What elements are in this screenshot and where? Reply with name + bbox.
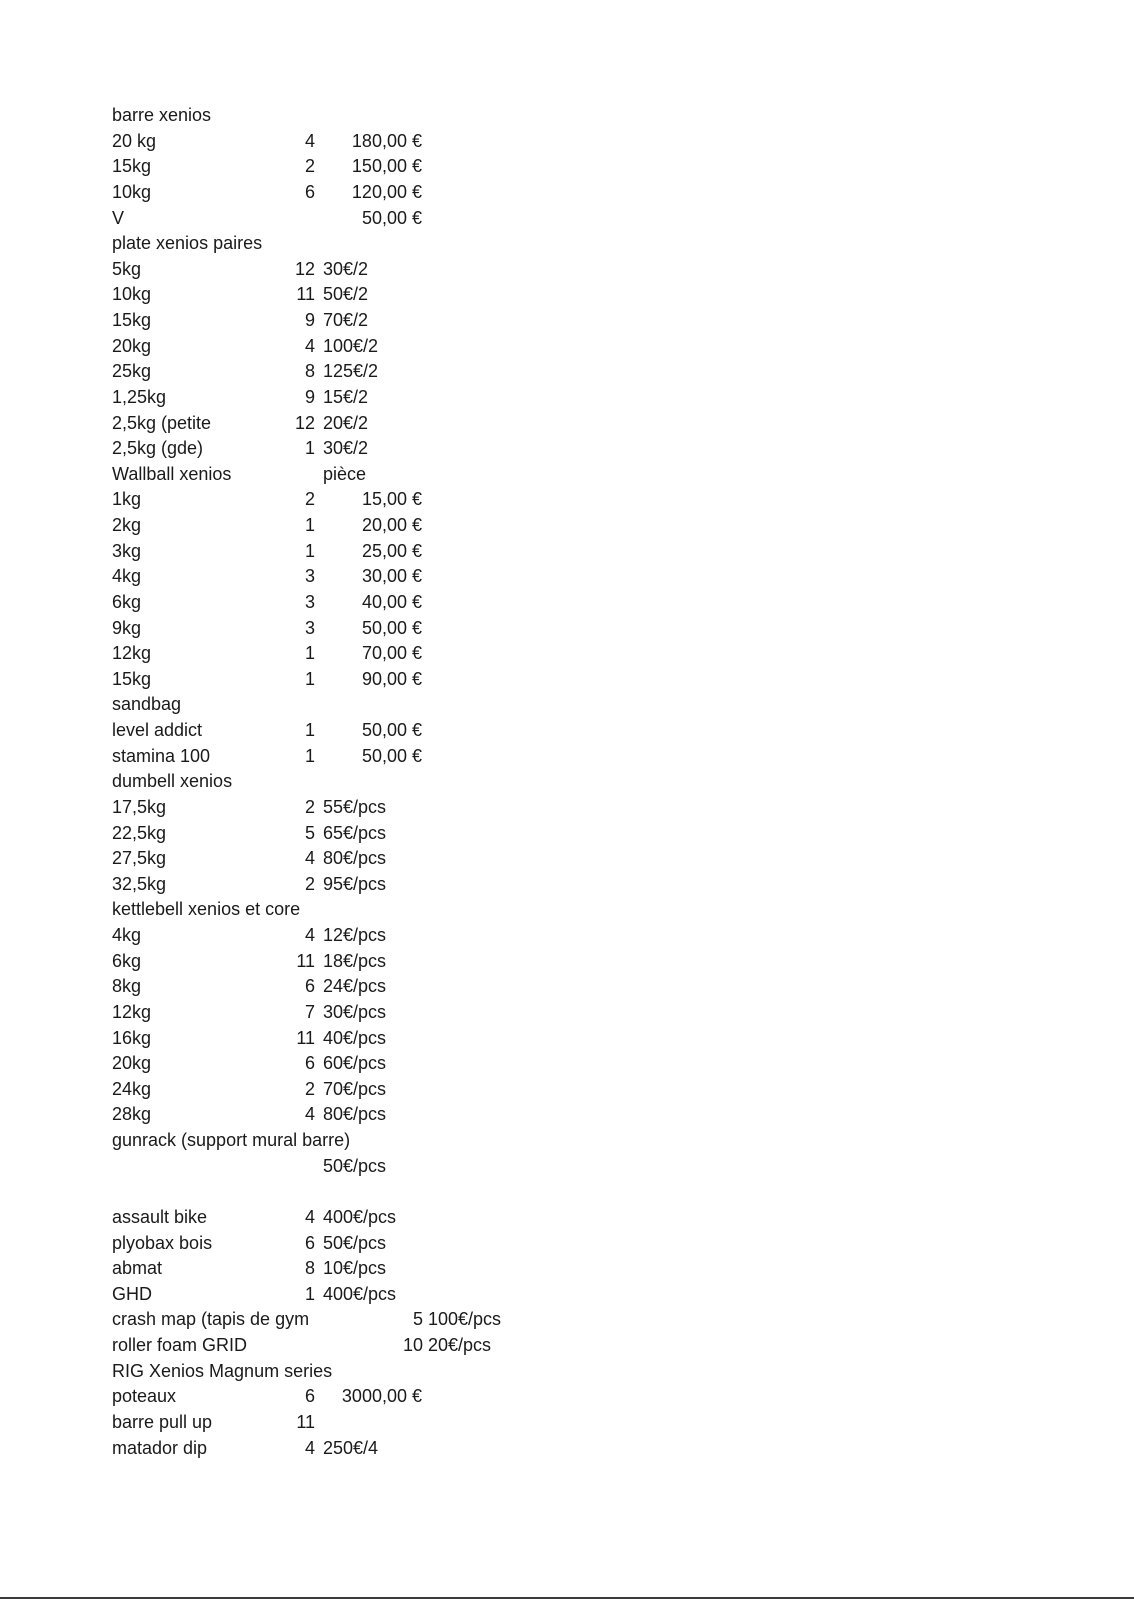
item-price: 50€/2 (323, 284, 369, 305)
item-qty: 12 (294, 412, 315, 433)
item-qty: 6 (304, 1232, 315, 1253)
section-header-row (0, 103, 1134, 129)
item-price: 40€/pcs (323, 1027, 387, 1048)
item-price: 18€/pcs (323, 950, 387, 971)
item-label: matador dip (112, 1437, 208, 1458)
item-label: poteaux (112, 1386, 177, 1407)
item-qty: 1 (304, 643, 315, 664)
item-qty: 11 (296, 1411, 315, 1432)
item-row (0, 129, 1134, 155)
item-row (0, 180, 1134, 206)
item-row (0, 487, 1134, 513)
item-price: 400€/pcs (323, 1206, 397, 1227)
item-row (0, 1231, 1134, 1257)
section-title: kettlebell xenios et core (112, 899, 301, 920)
item-label: 20kg (112, 1053, 152, 1074)
item-row (0, 616, 1134, 642)
item-price: 15€/2 (323, 386, 369, 407)
item-price: 70€/2 (323, 310, 369, 330)
item-row (0, 641, 1134, 667)
item-label: 24kg (112, 1078, 152, 1099)
item-label: 10kg (112, 284, 152, 305)
item-qty: 2 (304, 873, 315, 894)
item-qty: 6 (304, 1053, 315, 1074)
item-label: level addict (112, 720, 203, 740)
item-qty: 11 (296, 950, 315, 971)
item-qty: 1 (304, 540, 315, 561)
item-price: 50€/pcs (323, 1155, 387, 1176)
item-price: 25,00 € (361, 540, 422, 561)
item-row (0, 667, 1134, 693)
item-row (0, 744, 1134, 770)
item-qty: 2 (304, 489, 315, 510)
item-row (0, 513, 1134, 539)
section-header-row (0, 692, 1134, 718)
item-row (0, 1256, 1134, 1282)
item-row (0, 949, 1134, 975)
item-qty: 2 (304, 796, 315, 817)
item-row (0, 821, 1134, 847)
item-label: 20kg (112, 335, 152, 356)
item-row (0, 1051, 1134, 1077)
item-qty: 5 (304, 822, 315, 843)
item-row (0, 282, 1134, 308)
item-row (0, 1333, 1134, 1359)
item-qty: 10 (402, 1335, 423, 1355)
item-price: 120,00 € (351, 181, 422, 202)
item-label: 3kg (112, 540, 142, 561)
item-qty: 1 (304, 668, 315, 689)
item-label: 17,5kg (112, 796, 167, 817)
item-row (0, 1154, 1134, 1180)
item-label: 27,5kg (112, 848, 167, 869)
item-price: 50,00 € (361, 720, 422, 740)
item-price: 30,00 € (361, 566, 422, 587)
item-price: 65€/pcs (323, 822, 387, 843)
item-label: 15kg (112, 156, 152, 177)
item-price: 90,00 € (361, 668, 422, 689)
item-label: 9kg (112, 617, 142, 638)
item-row (0, 1410, 1134, 1436)
item-label: 10kg (112, 181, 152, 202)
item-row (0, 1000, 1134, 1026)
item-row (0, 154, 1134, 180)
item-qty: 1 (304, 515, 315, 535)
inventory-sheet (0, 103, 1134, 1461)
item-price: 100€/2 (323, 335, 379, 356)
item-qty: 4 (304, 130, 315, 151)
item-row (0, 872, 1134, 898)
section-header-row (0, 769, 1134, 795)
section-header-row (0, 1128, 1134, 1154)
item-row (0, 257, 1134, 283)
item-price: 20€/2 (323, 412, 369, 433)
item-row (0, 206, 1134, 232)
item-price: 50,00 € (361, 617, 422, 638)
item-qty: 1 (304, 438, 315, 459)
item-qty: 9 (304, 310, 315, 330)
item-price: 60€/pcs (323, 1053, 387, 1074)
item-price: 70,00 € (361, 643, 422, 664)
item-price: 95€/pcs (323, 873, 387, 894)
item-qty: 12 (294, 258, 315, 279)
item-price: 24€/pcs (323, 976, 387, 997)
item-qty: 8 (304, 1258, 315, 1279)
item-label: GHD (112, 1283, 152, 1304)
item-price: 250€/4 (323, 1437, 379, 1458)
item-qty: 11 (296, 284, 315, 305)
item-label: stamina 100 (112, 745, 211, 766)
item-row (0, 385, 1134, 411)
item-price: 20,00 € (361, 515, 422, 535)
item-qty: 6 (304, 976, 315, 997)
item-label: V (112, 207, 125, 228)
item-label: 8kg (112, 976, 142, 997)
item-price: 15,00 € (361, 489, 422, 510)
item-label: 15kg (112, 668, 152, 689)
section-title: dumbell xenios (112, 771, 233, 792)
item-label: 1kg (112, 489, 142, 510)
item-price: 30€/2 (323, 258, 369, 279)
item-qty: 1 (304, 1283, 315, 1304)
item-row (0, 846, 1134, 872)
item-price: 40,00 € (361, 591, 422, 612)
item-price: 180,00 € (351, 130, 422, 151)
item-row (0, 718, 1134, 744)
item-qty: 4 (304, 925, 315, 945)
item-label: 6kg (112, 591, 142, 612)
item-price: 150,00 € (351, 156, 422, 177)
item-price: 50,00 € (361, 207, 422, 228)
item-label: barre pull up (112, 1411, 212, 1432)
item-row (0, 590, 1134, 616)
item-qty: 3 (304, 617, 315, 638)
item-price: 80€/pcs (323, 1104, 387, 1125)
item-price: 50,00 € (361, 745, 422, 766)
item-label: 12kg (112, 1001, 152, 1022)
item-label: 32,5kg (112, 873, 167, 894)
section-title: plate xenios paires (112, 233, 263, 254)
item-qty: 9 (304, 386, 315, 407)
section-header-row (0, 231, 1134, 257)
item-qty: 6 (304, 181, 315, 202)
item-label: plyobax bois (112, 1232, 212, 1253)
item-qty: 3 (304, 566, 315, 587)
item-label: 4kg (112, 925, 142, 945)
item-row (0, 539, 1134, 565)
section-title: barre xenios (112, 105, 212, 125)
item-row (0, 411, 1134, 437)
item-row (0, 1307, 1134, 1333)
section-header-row (0, 462, 1134, 488)
price-unit-label: pièce (323, 463, 367, 484)
item-qty: 6 (304, 1386, 315, 1407)
item-label: 6kg (112, 950, 142, 971)
item-label: 16kg (112, 1027, 152, 1048)
item-qty: 4 (304, 1437, 315, 1458)
item-label: 2,5kg (gde) (112, 438, 204, 459)
item-price: 100€/pcs (428, 1309, 502, 1330)
item-qty: 4 (304, 848, 315, 869)
item-qty: 1 (304, 745, 315, 766)
item-price: 20€/pcs (428, 1335, 492, 1355)
item-row (0, 1205, 1134, 1231)
item-price: 400€/pcs (323, 1283, 397, 1304)
item-price: 50€/pcs (323, 1232, 387, 1253)
item-label: 20 kg (112, 130, 157, 151)
item-row (0, 1026, 1134, 1052)
item-price: 55€/pcs (323, 796, 387, 817)
item-label: 2kg (112, 515, 142, 535)
item-qty: 4 (304, 335, 315, 356)
item-price: 125€/2 (323, 361, 379, 382)
item-label: 15kg (112, 310, 152, 330)
item-qty: 3 (304, 591, 315, 612)
item-label: abmat (112, 1258, 163, 1279)
item-label: 2,5kg (petite (112, 412, 212, 433)
item-label: 28kg (112, 1104, 152, 1125)
item-label: crash map (tapis de gym (112, 1309, 310, 1330)
item-row (0, 1436, 1134, 1462)
item-qty: 7 (304, 1001, 315, 1022)
item-row (0, 1102, 1134, 1128)
item-label: 25kg (112, 361, 152, 382)
item-qty: 4 (304, 1206, 315, 1227)
item-price: 10€/pcs (323, 1258, 387, 1279)
item-qty: 2 (304, 1078, 315, 1099)
item-row (0, 1282, 1134, 1308)
item-row (0, 974, 1134, 1000)
item-price: 30€/pcs (323, 1001, 387, 1022)
item-row (0, 436, 1134, 462)
item-row (0, 795, 1134, 821)
page-bottom-border (0, 1597, 1134, 1599)
item-row (0, 564, 1134, 590)
item-label: assault bike (112, 1206, 208, 1227)
item-price: 3000,00 € (341, 1386, 422, 1407)
item-price: 12€/pcs (323, 925, 387, 945)
item-label: 5kg (112, 258, 142, 279)
section-title: Wallball xenios (112, 463, 232, 484)
item-label: 22,5kg (112, 822, 167, 843)
item-label: 12kg (112, 643, 152, 664)
item-row (0, 1384, 1134, 1410)
item-label: 1,25kg (112, 386, 167, 407)
section-title: sandbag (112, 694, 182, 715)
item-qty: 1 (304, 720, 315, 740)
item-row (0, 923, 1134, 949)
section-title: gunrack (support mural barre) (112, 1130, 351, 1150)
item-qty: 5 (412, 1309, 423, 1330)
item-row (0, 359, 1134, 385)
section-header-row (0, 1359, 1134, 1385)
blank-row (0, 1179, 1134, 1205)
item-price: 80€/pcs (323, 848, 387, 869)
item-qty: 2 (304, 156, 315, 177)
item-qty: 11 (296, 1027, 315, 1048)
item-price: 70€/pcs (323, 1078, 387, 1099)
item-qty: 4 (304, 1104, 315, 1125)
item-label: roller foam GRID (112, 1335, 248, 1355)
section-title: RIG Xenios Magnum series (112, 1360, 333, 1381)
item-label: 4kg (112, 566, 142, 587)
item-row (0, 1077, 1134, 1103)
section-header-row (0, 897, 1134, 923)
item-price: 30€/2 (323, 438, 369, 459)
item-row (0, 308, 1134, 334)
item-qty: 8 (304, 361, 315, 382)
item-row (0, 334, 1134, 360)
